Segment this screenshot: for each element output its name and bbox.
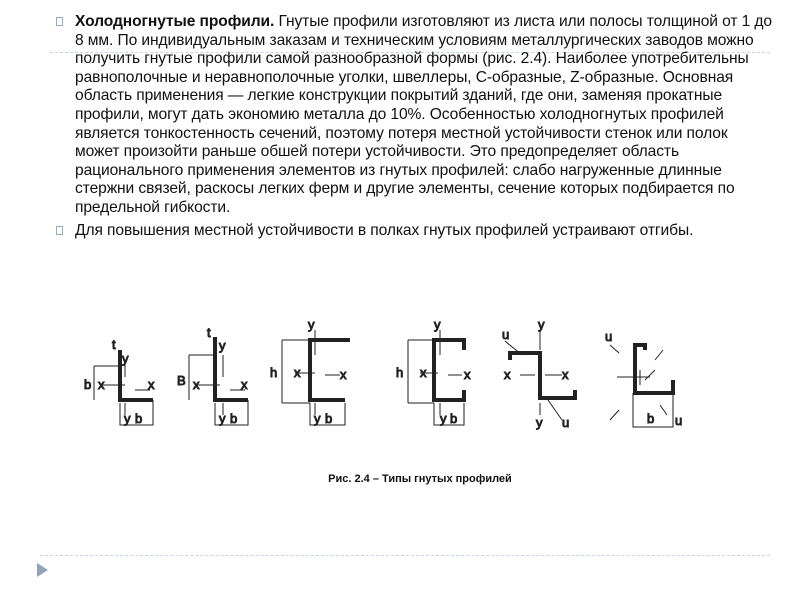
profile-z	[502, 317, 575, 430]
profile-equal-angle	[84, 337, 155, 426]
label-b: b	[325, 411, 333, 426]
label-u: u	[562, 415, 570, 430]
label-y: y	[434, 317, 441, 332]
label-x: x	[241, 377, 248, 392]
label-B: B	[177, 373, 186, 388]
profiles-figure	[80, 315, 700, 440]
label-y: y	[124, 411, 131, 426]
label-u: u	[605, 329, 613, 344]
label-y: y	[219, 338, 226, 353]
label-x: x	[562, 367, 569, 382]
label-u: u	[502, 327, 510, 342]
label-b: b	[135, 411, 143, 426]
label-y: y	[314, 411, 321, 426]
label-x: x	[193, 377, 200, 392]
label-x: x	[420, 365, 427, 380]
bullet-list	[56, 13, 776, 244]
label-x: x	[294, 365, 301, 380]
bullet-icon	[56, 17, 63, 26]
label-u: u	[675, 413, 683, 428]
label-y: y	[538, 317, 545, 332]
bullet-heading: Холодногнутые профили.	[75, 13, 275, 30]
label-x: x	[504, 367, 511, 382]
label-y: y	[536, 415, 543, 430]
label-x: x	[148, 377, 155, 392]
figure-caption: Рис. 2.4 – Типы гнутых профилей	[328, 473, 512, 485]
bullet-text: Для повышения местной устойчивости в полках гнутых профилей устраивают отгибы.	[75, 221, 694, 239]
bullet-item-stiffeners	[56, 222, 776, 241]
label-b: b	[450, 411, 458, 426]
label-h: h	[396, 365, 404, 380]
label-x: x	[340, 367, 347, 382]
guide-line-bottom	[40, 555, 770, 556]
label-t: t	[112, 337, 116, 352]
label-b: b	[230, 411, 238, 426]
label-y: y	[219, 411, 226, 426]
slide-nav-arrow-icon[interactable]	[37, 563, 48, 577]
profile-unequal-angle	[177, 325, 248, 426]
label-y: y	[308, 317, 315, 332]
profile-lipped-angle	[605, 329, 682, 428]
label-x: x	[98, 377, 105, 392]
label-y: y	[122, 351, 129, 366]
label-y: y	[440, 411, 447, 426]
bullet-icon	[56, 226, 63, 235]
bullet-item-cold-formed	[56, 13, 776, 218]
label-h: h	[270, 365, 278, 380]
profile-channel	[270, 317, 350, 426]
label-b: b	[84, 377, 92, 392]
label-b: b	[647, 411, 655, 426]
label-x: x	[464, 367, 471, 382]
profile-c-lipped	[396, 317, 471, 426]
bullet-text: Гнутые профили изготовляют из листа или полосы толщиной от 1 до 8 мм. По индивидуальным заказам и техническим условиям металлургических заводов можно получить гнутые профили самой разнообразной формы (рис. 2.4). Наиболее употребительны равнополочные и неравнополочные уголки, швеллеры, С-образные, Z-образные. Основная область применения — легкие конструкции покрытий зданий, где они, заменяя прокатные профили, могут дать экономию металла до 10%. Особенностью холодногнутых профилей является тонкостенность сечений, поэтому потеря местной устойчивости стенок или полок может произойти раньше обшей потери устойчивости. Это предопределяет область рационального применения элементов из гнутых профилей: слабо нагруженные длинные стержни связей, раскосы легких ферм и другие элементы, сечение которых подбирается по предельной гибкости.	[75, 13, 772, 216]
label-t: t	[207, 325, 211, 340]
